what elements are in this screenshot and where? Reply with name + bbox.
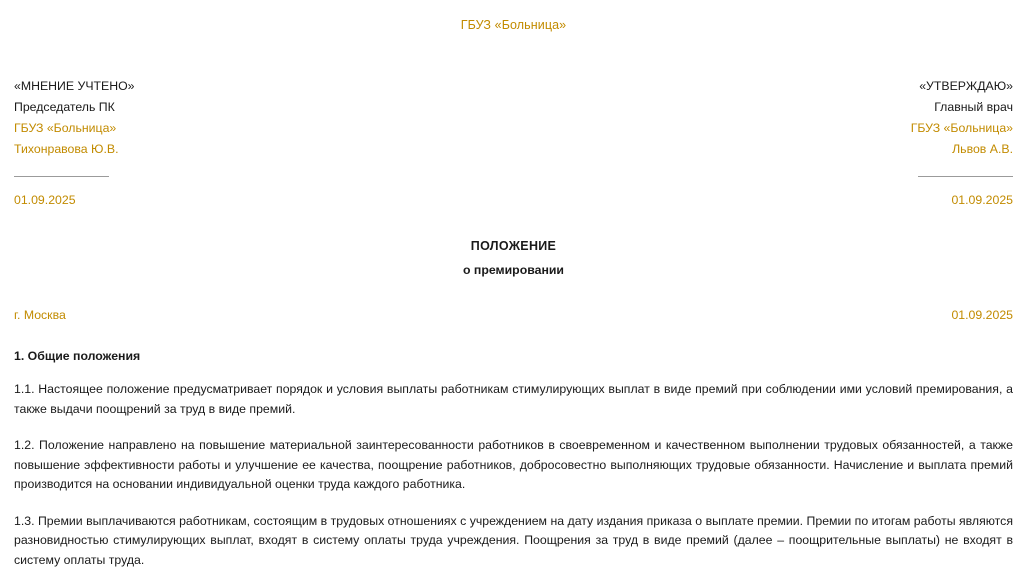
approval-right-signature-line	[918, 176, 1013, 177]
paragraph-1-3: 1.3. Премии выплачиваются работникам, состоящим в трудовых отношениях с учреждением на дату издания приказа о выплате премии. Премии по итогам работы являются разновидностью стимулирующих выплат, входят в систему оплаты труда учреждения. Поощрения за труд в виде премий (далее – поощрительные выплаты) не входят в систему оплаты труда.	[14, 512, 1013, 570]
document-city: г. Москва	[14, 308, 66, 322]
approval-left-person: Тихонравова Ю.В.	[14, 139, 314, 160]
organization-title: ГБУЗ «Больница»	[14, 18, 1013, 32]
approval-right-person: Львов А.В.	[713, 139, 1013, 160]
approval-left-column	[14, 76, 314, 177]
approval-left-role: Председатель ПК	[14, 97, 314, 118]
approval-block	[14, 76, 1013, 177]
approval-right-role: Главный врач	[713, 97, 1013, 118]
city-date-row	[14, 308, 1013, 322]
paragraph-1-2: 1.2. Положение направлено на повышение материальной заинтересованности работников в своевременном и качественном выполнении трудовых обязанностей, а также повышение эффективности работы и улучшение ее качества, поощрение работников, добросовестно выполняющих трудовые обязанности. Начисление и выплата премий производится на основании индивидуальной оценки труда каждого работника.	[14, 436, 1013, 495]
approval-right-column	[713, 76, 1013, 177]
approval-left-heading: «МНЕНИЕ УЧТЕНО»	[14, 76, 314, 97]
section-heading-general-provisions: 1. Общие положения	[14, 349, 1013, 363]
approval-right-heading: «УТВЕРЖДАЮ»	[713, 76, 1013, 97]
paragraph-1-1: 1.1. Настоящее положение предусматривает порядок и условия выплаты работникам стимулирующих выплат в виде премий при соблюдении ими условий премирования, а также выдачи поощрений за труд в виде премий.	[14, 380, 1013, 419]
approval-left-organization: ГБУЗ «Больница»	[14, 118, 314, 139]
approval-left-signature-line	[14, 176, 109, 177]
approval-dates-row	[14, 193, 1013, 207]
document-title: ПОЛОЖЕНИЕ	[14, 239, 1013, 253]
approval-right-date: 01.09.2025	[951, 193, 1013, 207]
approval-right-organization: ГБУЗ «Больница»	[713, 118, 1013, 139]
document-subtitle: о премировании	[14, 263, 1013, 277]
approval-left-date: 01.09.2025	[14, 193, 76, 207]
document-date: 01.09.2025	[951, 308, 1013, 322]
